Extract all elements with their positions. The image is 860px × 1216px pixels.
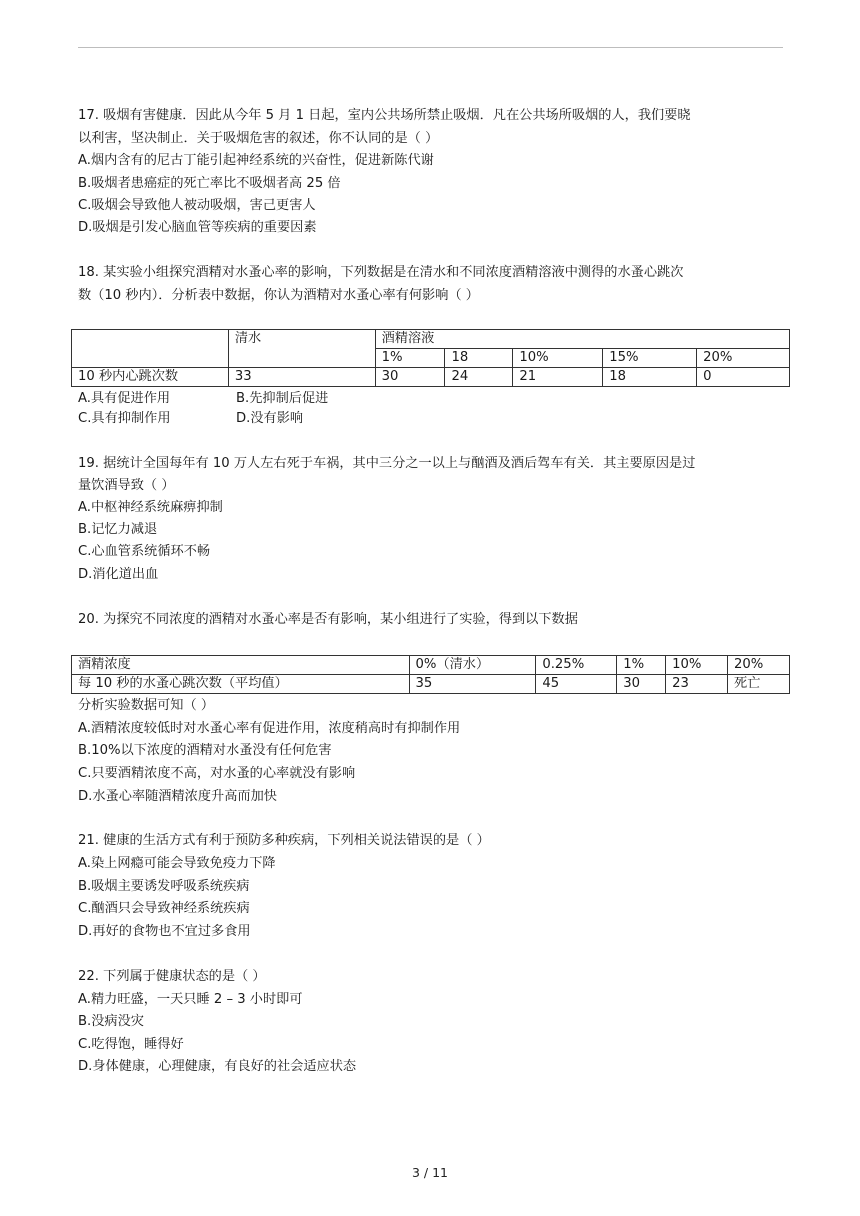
- q20-option-c: C.只要酒精浓度不高，对水蚤的心率就没有影响: [78, 766, 356, 781]
- q18-stem-line2: 数（10 秒内）．分析表中数据，你认为酒精对水蚤心率有何影响（ ）: [78, 288, 479, 303]
- q18-header-water: 清水: [228, 330, 375, 368]
- q19-option-b: B.记忆力减退: [78, 522, 158, 537]
- q20-data-table: [71, 655, 790, 694]
- q22-option-b: B.没病没灾: [78, 1014, 144, 1029]
- q19-stem-line1: 19. 据统计全国每年有 10 万人左右死于车祸，其中三分之一以上与酗酒及酒后驾车有关．其主要原因是过: [78, 456, 696, 471]
- q18-option-c: C.具有抑制作用: [78, 411, 171, 426]
- q18-option-b: B.先抑制后促进: [236, 391, 329, 406]
- q18-conc-cell: 15%: [603, 349, 697, 368]
- q19-option-a: A.中枢神经系统麻痹抑制: [78, 500, 223, 515]
- q18-value-cell: 21: [513, 368, 603, 387]
- q18-data-table: [71, 329, 790, 387]
- q18-conc-cell: 10%: [513, 349, 603, 368]
- q17-option-b: B.吸烟者患癌症的死亡率比不吸烟者高 25 倍: [78, 176, 341, 191]
- q18-value-cell: 0: [697, 368, 790, 387]
- q17-option-d: D.吸烟是引发心脑血管等疾病的重要因素: [78, 220, 317, 235]
- q18-table-corner: [72, 330, 229, 368]
- q18-value-cell: 33: [228, 368, 375, 387]
- q19-option-c: C.心血管系统循环不畅: [78, 544, 211, 559]
- q18-value-cell: 24: [445, 368, 513, 387]
- q22-option-d: D.身体健康，心理健康，有良好的社会适应状态: [78, 1059, 357, 1074]
- q18-row-label: 10 秒内心跳次数: [72, 368, 229, 387]
- header-rule: [78, 47, 783, 48]
- q19-option-d: D.消化道出血: [78, 567, 159, 582]
- q18-header-alcohol: 酒精溶液: [375, 330, 789, 349]
- q18-stem-line1: 18. 某实验小组探究酒精对水蚤心率的影响，下列数据是在清水和不同浓度酒精溶液中测得的水蚤心跳次: [78, 265, 684, 280]
- q20-stem: 20. 为探究不同浓度的酒精对水蚤心率是否有影响，某小组进行了实验，得到以下数据: [78, 612, 578, 627]
- q20-header-cell: 10%: [666, 656, 728, 675]
- q20-row-cell: 30: [617, 675, 666, 694]
- q20-option-b: B.10%以下浓度的酒精对水蚤没有任何危害: [78, 743, 332, 758]
- q20-header-cell: 0%（清水）: [409, 656, 536, 675]
- q17-option-a: A.烟内含有的尼古丁能引起神经系统的兴奋性，促进新陈代谢: [78, 153, 434, 168]
- q18-value-cell: 30: [375, 368, 445, 387]
- q17-option-c: C.吸烟会导致他人被动吸烟，害己更害人: [78, 198, 316, 213]
- q20-row-cell: 死亡: [728, 675, 790, 694]
- q20-row-cell: 45: [536, 675, 617, 694]
- q20-row-cell: 23: [666, 675, 728, 694]
- q21-option-c: C.酗酒只会导致神经系统疾病: [78, 901, 250, 916]
- q18-conc-cell: 18: [445, 349, 513, 368]
- q20-header-cell: 0.25%: [536, 656, 617, 675]
- q17-stem-line1: 17. 吸烟有害健康．因此从今年 5 月 1 日起，室内公共场所禁止吸烟．凡在公共场所吸烟的人，我们要晓: [78, 108, 691, 123]
- q20-header-cell: 酒精浓度: [72, 656, 410, 675]
- q18-value-cell: 18: [603, 368, 697, 387]
- q21-option-d: D.再好的食物也不宜过多食用: [78, 924, 251, 939]
- q22-stem: 22. 下列属于健康状态的是（ ）: [78, 969, 266, 984]
- q20-option-a: A.酒精浓度较低时对水蚤心率有促进作用，浓度稍高时有抑制作用: [78, 721, 461, 736]
- q18-conc-cell: 20%: [697, 349, 790, 368]
- q21-option-b: B.吸烟主要诱发呼吸系统疾病: [78, 879, 250, 894]
- q20-header-cell: 20%: [728, 656, 790, 675]
- q19-stem-line2: 量饮酒导致（ ）: [78, 478, 175, 493]
- q20-header-cell: 1%: [617, 656, 666, 675]
- q21-option-a: A.染上网瘾可能会导致免疫力下降: [78, 856, 276, 871]
- q21-stem: 21. 健康的生活方式有利于预防多种疾病，下列相关说法错误的是（ ）: [78, 833, 490, 848]
- q20-row-cell: 每 10 秒的水蚤心跳次数（平均值）: [72, 675, 410, 694]
- q20-option-d: D.水蚤心率随酒精浓度升高而加快: [78, 789, 277, 804]
- q18-option-d: D.没有影响: [236, 411, 304, 426]
- q22-option-a: A.精力旺盛，一天只睡 2 – 3 小时即可: [78, 992, 303, 1007]
- q20-row-cell: 35: [409, 675, 536, 694]
- q17-stem-line2: 以利害，坚决制止．关于吸烟危害的叙述，你不认同的是（ ）: [78, 131, 439, 146]
- q18-conc-cell: 1%: [375, 349, 445, 368]
- q22-option-c: C.吃得饱，睡得好: [78, 1037, 184, 1052]
- q18-option-a: A.具有促进作用: [78, 391, 171, 406]
- q20-after-text: 分析实验数据可知（ ）: [78, 698, 215, 713]
- page-number: 3 / 11: [411, 1165, 449, 1180]
